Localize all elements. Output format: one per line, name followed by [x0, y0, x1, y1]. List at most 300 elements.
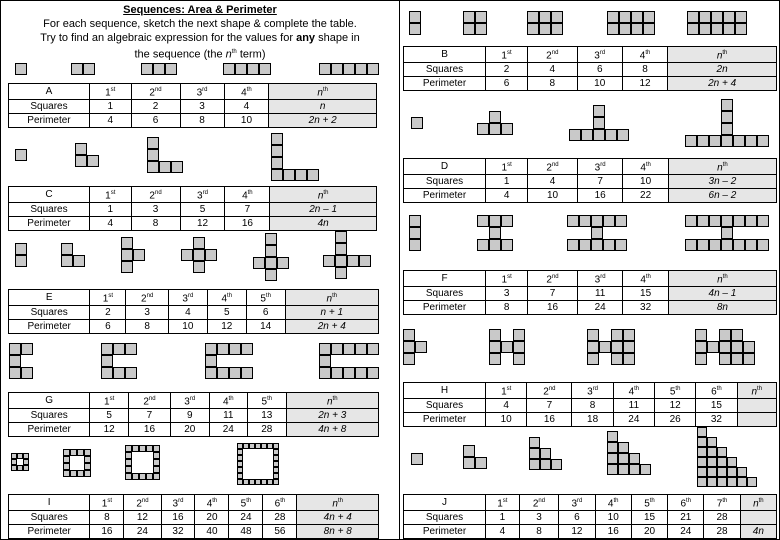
- term-header: 6th: [263, 495, 297, 511]
- tile: [489, 353, 501, 365]
- tile: [699, 23, 711, 35]
- term-header: 4th: [613, 383, 654, 399]
- perimeter-value: 8: [180, 114, 224, 128]
- tile: [605, 129, 617, 141]
- squares-value: 15: [696, 399, 737, 413]
- tile: [83, 63, 95, 75]
- tile: [629, 464, 640, 475]
- row-label-squares: Squares: [404, 399, 486, 413]
- term-header: 4th: [225, 187, 270, 203]
- tile: [489, 329, 501, 341]
- squares-value: 9: [171, 409, 210, 423]
- worksheet-title: Sequences: Area & Perimeter: [123, 4, 277, 16]
- tile: [489, 111, 501, 123]
- tile: [707, 447, 717, 457]
- term-header: 1st: [89, 187, 131, 203]
- tile: [513, 329, 525, 341]
- term-header: 4th: [622, 47, 667, 63]
- squares-value: 6: [577, 63, 622, 77]
- perimeter-value: 12: [559, 525, 595, 539]
- perimeter-value: 16: [90, 525, 124, 539]
- tile: [717, 477, 727, 487]
- tile: [697, 437, 707, 447]
- perimeter-value: 6: [486, 77, 528, 91]
- perimeter-value: 4: [486, 525, 520, 539]
- tile: [743, 341, 755, 353]
- tile: [355, 343, 367, 355]
- tile: [489, 215, 501, 227]
- tile: [475, 457, 487, 469]
- tile: [513, 353, 525, 365]
- tile: [719, 353, 731, 365]
- tile: [721, 99, 733, 111]
- perimeter-value: 12: [622, 77, 667, 91]
- tile: [539, 23, 551, 35]
- term-header: 1st: [89, 84, 131, 100]
- tile: [87, 155, 99, 167]
- term-header: 3rd: [577, 159, 622, 175]
- tile: [247, 63, 259, 75]
- term-header: 1st: [90, 495, 124, 511]
- tile: [619, 11, 631, 23]
- squares-value: 2n + 3: [286, 409, 378, 423]
- squares-value: 3: [486, 287, 528, 301]
- tile: [727, 477, 737, 487]
- perimeter-value: 14: [246, 320, 285, 334]
- tile: [101, 343, 113, 355]
- tile: [84, 463, 91, 470]
- perimeter-value: 8n: [668, 301, 776, 315]
- tile: [139, 445, 146, 452]
- tile: [733, 239, 745, 251]
- squares-value: [740, 511, 776, 525]
- squares-value: 4: [486, 399, 527, 413]
- tile: [205, 249, 217, 261]
- tile: [717, 457, 727, 467]
- tile: [591, 227, 603, 239]
- tile: [265, 257, 277, 269]
- table-sequence-f: [403, 270, 777, 315]
- tile: [9, 343, 21, 355]
- tile: [501, 239, 513, 251]
- perimeter-value: 16: [595, 525, 631, 539]
- tile: [721, 239, 733, 251]
- table-sequence-a: [8, 83, 377, 128]
- tile: [409, 215, 421, 227]
- perimeter-value: 16: [128, 423, 170, 437]
- tile: [21, 343, 33, 355]
- tile: [411, 453, 423, 465]
- tile: [411, 117, 423, 129]
- tile: [147, 137, 159, 149]
- squares-value: 2: [486, 63, 528, 77]
- tile: [697, 477, 707, 487]
- squares-value: 2n – 1: [270, 203, 377, 217]
- tile: [685, 135, 697, 147]
- tile: [640, 464, 651, 475]
- squares-value: 3n – 2: [668, 175, 776, 189]
- sequence-label: H: [404, 383, 486, 399]
- tile: [319, 63, 331, 75]
- tile: [719, 341, 731, 353]
- tile: [623, 329, 635, 341]
- tile: [101, 367, 113, 379]
- perimeter-value: 6n – 2: [668, 189, 776, 203]
- perimeter-value: 8: [131, 217, 180, 231]
- tile: [607, 442, 618, 453]
- tile: [153, 459, 160, 466]
- tile: [685, 215, 697, 227]
- tile: [463, 445, 475, 457]
- row-label-squares: Squares: [404, 175, 486, 189]
- row-label-perimeter: Perimeter: [404, 413, 486, 427]
- term-header: 1st: [486, 47, 528, 63]
- tile: [607, 431, 618, 442]
- squares-value: 4: [528, 175, 578, 189]
- row-label-perimeter: Perimeter: [9, 320, 90, 334]
- term-header: 2nd: [528, 47, 578, 63]
- squares-value: 7: [577, 175, 622, 189]
- tile: [579, 215, 591, 227]
- tile: [343, 63, 355, 75]
- tile: [737, 477, 747, 487]
- tile: [587, 353, 599, 365]
- table-sequence-c: [8, 186, 377, 231]
- table-sequence-i: [8, 494, 379, 539]
- tile: [147, 161, 159, 173]
- perimeter-value: 4n + 8: [286, 423, 378, 437]
- tile: [745, 135, 757, 147]
- squares-value: 13: [248, 409, 287, 423]
- tile: [539, 11, 551, 23]
- nth-term-header: $n^{th}$: [270, 187, 377, 203]
- tile: [618, 442, 629, 453]
- tile: [687, 23, 699, 35]
- squares-value: 4n + 4: [297, 511, 379, 525]
- tile: [489, 227, 501, 239]
- tile: [271, 169, 283, 181]
- column-divider: [399, 1, 400, 539]
- tile: [567, 239, 579, 251]
- tile: [631, 23, 643, 35]
- term-header: 2nd: [519, 495, 559, 511]
- tile: [70, 470, 77, 477]
- tile: [153, 452, 160, 459]
- table-sequence-h: [403, 382, 777, 427]
- tile: [403, 353, 415, 365]
- term-header: 3rd: [559, 495, 595, 511]
- tile: [132, 445, 139, 452]
- perimeter-value: 10: [528, 189, 578, 203]
- tile: [687, 11, 699, 23]
- squares-value: 4: [528, 63, 578, 77]
- term-header: 1st: [486, 271, 528, 287]
- tile: [153, 63, 165, 75]
- tile: [125, 459, 132, 466]
- perimeter-value: 26: [655, 413, 696, 427]
- tile: [271, 145, 283, 157]
- tile: [489, 341, 501, 353]
- tile: [205, 343, 217, 355]
- squares-value: 1: [89, 100, 131, 114]
- tile: [723, 23, 735, 35]
- row-label-squares: Squares: [9, 203, 90, 217]
- tile: [125, 367, 137, 379]
- tile: [707, 477, 717, 487]
- tile: [101, 355, 113, 367]
- tile: [217, 343, 229, 355]
- perimeter-value: 28: [704, 525, 740, 539]
- perimeter-value: 8: [528, 77, 578, 91]
- tile: [125, 466, 132, 473]
- perimeter-value: 4n: [740, 525, 776, 539]
- tile: [283, 169, 295, 181]
- squares-value: 1: [486, 175, 528, 189]
- nth-term-header: $n^{th}$: [668, 159, 776, 175]
- tile: [235, 63, 247, 75]
- tile: [307, 169, 319, 181]
- squares-value: 2: [131, 100, 180, 114]
- term-header: 2nd: [126, 290, 169, 306]
- worksheet-header: [1, 3, 399, 62]
- tile: [643, 23, 655, 35]
- tile: [615, 239, 627, 251]
- nth-term-header: $n^{th}$: [668, 271, 776, 287]
- tile: [319, 367, 331, 379]
- tile: [529, 437, 540, 448]
- tile: [403, 341, 415, 353]
- squares-value: 7: [225, 203, 270, 217]
- perimeter-value: 8: [519, 525, 559, 539]
- tile: [319, 343, 331, 355]
- tile: [205, 367, 217, 379]
- tile: [697, 457, 707, 467]
- tile: [75, 155, 87, 167]
- term-header: 5th: [655, 383, 696, 399]
- tile: [409, 227, 421, 239]
- tile: [551, 23, 563, 35]
- tile: [593, 129, 605, 141]
- tile: [70, 449, 77, 456]
- tile: [223, 63, 235, 75]
- tile: [618, 453, 629, 464]
- perimeter-value: 16: [527, 413, 572, 427]
- perimeter-value: 24: [209, 423, 248, 437]
- perimeter-value: 4n: [270, 217, 377, 231]
- tile: [629, 453, 640, 464]
- tile: [265, 245, 277, 257]
- term-header: 3rd: [577, 47, 622, 63]
- term-header: 2nd: [124, 495, 161, 511]
- tile: [723, 11, 735, 23]
- term-header: 4th: [595, 495, 631, 511]
- tile: [757, 215, 769, 227]
- squares-value: 11: [613, 399, 654, 413]
- squares-value: 3: [126, 306, 169, 320]
- tile: [84, 456, 91, 463]
- tile: [707, 437, 717, 447]
- tile: [277, 257, 289, 269]
- nth-term-header: $n^{th}$: [668, 47, 777, 63]
- instruction-line-3: the sequence (the $n^{th}$ term): [134, 48, 266, 61]
- tile: [23, 465, 29, 471]
- tile: [259, 63, 271, 75]
- squares-value: 21: [668, 511, 704, 525]
- tile: [593, 117, 605, 129]
- tile: [61, 243, 73, 255]
- tile: [731, 341, 743, 353]
- squares-value: 10: [595, 511, 631, 525]
- tile: [331, 343, 343, 355]
- term-header: 5th: [248, 393, 287, 409]
- term-header: 1st: [90, 393, 129, 409]
- term-header: 3rd: [168, 290, 207, 306]
- tile: [77, 470, 84, 477]
- perimeter-value: 4: [89, 114, 131, 128]
- tile: [581, 129, 593, 141]
- squares-value: [737, 399, 776, 413]
- tile: [623, 353, 635, 365]
- tile: [757, 239, 769, 251]
- perimeter-value: 4: [89, 217, 131, 231]
- row-label-perimeter: Perimeter: [404, 189, 486, 203]
- perimeter-value: 22: [623, 189, 668, 203]
- tile: [21, 367, 33, 379]
- squares-value: 12: [124, 511, 161, 525]
- instruction-line-1: For each sequence, sketch the next shape & complete the table.: [43, 18, 357, 30]
- tile: [757, 135, 769, 147]
- tile: [146, 473, 153, 480]
- tile: [229, 367, 241, 379]
- tile: [527, 11, 539, 23]
- row-label-perimeter: Perimeter: [404, 301, 486, 315]
- tile: [477, 239, 489, 251]
- nth-term-header: $n^{th}$: [285, 290, 378, 306]
- row-label-squares: Squares: [9, 306, 90, 320]
- tile: [711, 23, 723, 35]
- instruction-line-2: Try to find an algebraic expression for the values for any shape in: [40, 32, 360, 44]
- tile: [193, 249, 205, 261]
- tile: [711, 11, 723, 23]
- tile: [71, 63, 83, 75]
- tile: [699, 11, 711, 23]
- row-label-squares: Squares: [404, 287, 486, 301]
- squares-value: 24: [229, 511, 263, 525]
- tile: [125, 343, 137, 355]
- tile: [335, 231, 347, 243]
- squares-value: 4: [224, 100, 269, 114]
- tile: [607, 464, 618, 475]
- tile: [84, 449, 91, 456]
- perimeter-value: 10: [486, 413, 527, 427]
- squares-value: 3: [180, 100, 224, 114]
- tile: [529, 448, 540, 459]
- tile: [355, 63, 367, 75]
- tile: [229, 343, 241, 355]
- nth-term-header: $n^{th}$: [286, 393, 378, 409]
- squares-value: 2: [90, 306, 126, 320]
- tile: [731, 353, 743, 365]
- tile: [607, 23, 619, 35]
- term-header: 4th: [209, 393, 248, 409]
- tile: [63, 456, 70, 463]
- tile: [569, 129, 581, 141]
- tile: [273, 479, 279, 485]
- tile: [463, 457, 475, 469]
- perimeter-value: 10: [224, 114, 269, 128]
- tile: [153, 466, 160, 473]
- nth-term-header: $n^{th}$: [269, 84, 377, 100]
- tile: [475, 11, 487, 23]
- tile: [331, 367, 343, 379]
- row-label-perimeter: Perimeter: [9, 525, 90, 539]
- term-header: 3rd: [572, 383, 613, 399]
- tile: [146, 445, 153, 452]
- term-header: 1st: [486, 383, 527, 399]
- table-sequence-g: [8, 392, 379, 437]
- tile: [709, 135, 721, 147]
- row-label-squares: Squares: [9, 511, 90, 525]
- tile: [121, 261, 133, 273]
- term-header: 2nd: [528, 159, 578, 175]
- tile: [193, 237, 205, 249]
- term-header: 1st: [486, 159, 528, 175]
- sequence-label: E: [9, 290, 90, 306]
- tile: [125, 445, 132, 452]
- term-header: 4th: [623, 159, 668, 175]
- sequence-label: G: [9, 393, 90, 409]
- tile: [685, 239, 697, 251]
- tile: [73, 255, 85, 267]
- tile: [153, 473, 160, 480]
- tile: [697, 239, 709, 251]
- tile: [335, 267, 347, 279]
- term-header: 4th: [195, 495, 229, 511]
- tile: [61, 255, 73, 267]
- tile: [323, 255, 335, 267]
- tile: [409, 11, 421, 23]
- squares-value: 5: [90, 409, 129, 423]
- nth-term-header: $n^{th}$: [740, 495, 776, 511]
- tile: [607, 453, 618, 464]
- tile: [9, 367, 21, 379]
- tile: [141, 63, 153, 75]
- tile: [501, 341, 513, 353]
- term-header: 3rd: [171, 393, 210, 409]
- tile: [697, 135, 709, 147]
- tile: [217, 367, 229, 379]
- perimeter-value: 8n + 8: [297, 525, 379, 539]
- term-header: 2nd: [528, 271, 578, 287]
- tile: [403, 329, 415, 341]
- squares-value: 8: [90, 511, 124, 525]
- tile: [721, 215, 733, 227]
- squares-value: 4n – 1: [668, 287, 776, 301]
- perimeter-value: 20: [631, 525, 667, 539]
- tile: [77, 449, 84, 456]
- tile: [607, 11, 619, 23]
- row-label-squares: Squares: [9, 409, 90, 423]
- tile: [319, 355, 331, 367]
- tile: [617, 129, 629, 141]
- sequence-label: D: [404, 159, 486, 175]
- tile: [721, 227, 733, 239]
- tile: [241, 343, 253, 355]
- tile: [139, 473, 146, 480]
- tile: [475, 23, 487, 35]
- squares-value: 4: [168, 306, 207, 320]
- sequence-label: A: [9, 84, 90, 100]
